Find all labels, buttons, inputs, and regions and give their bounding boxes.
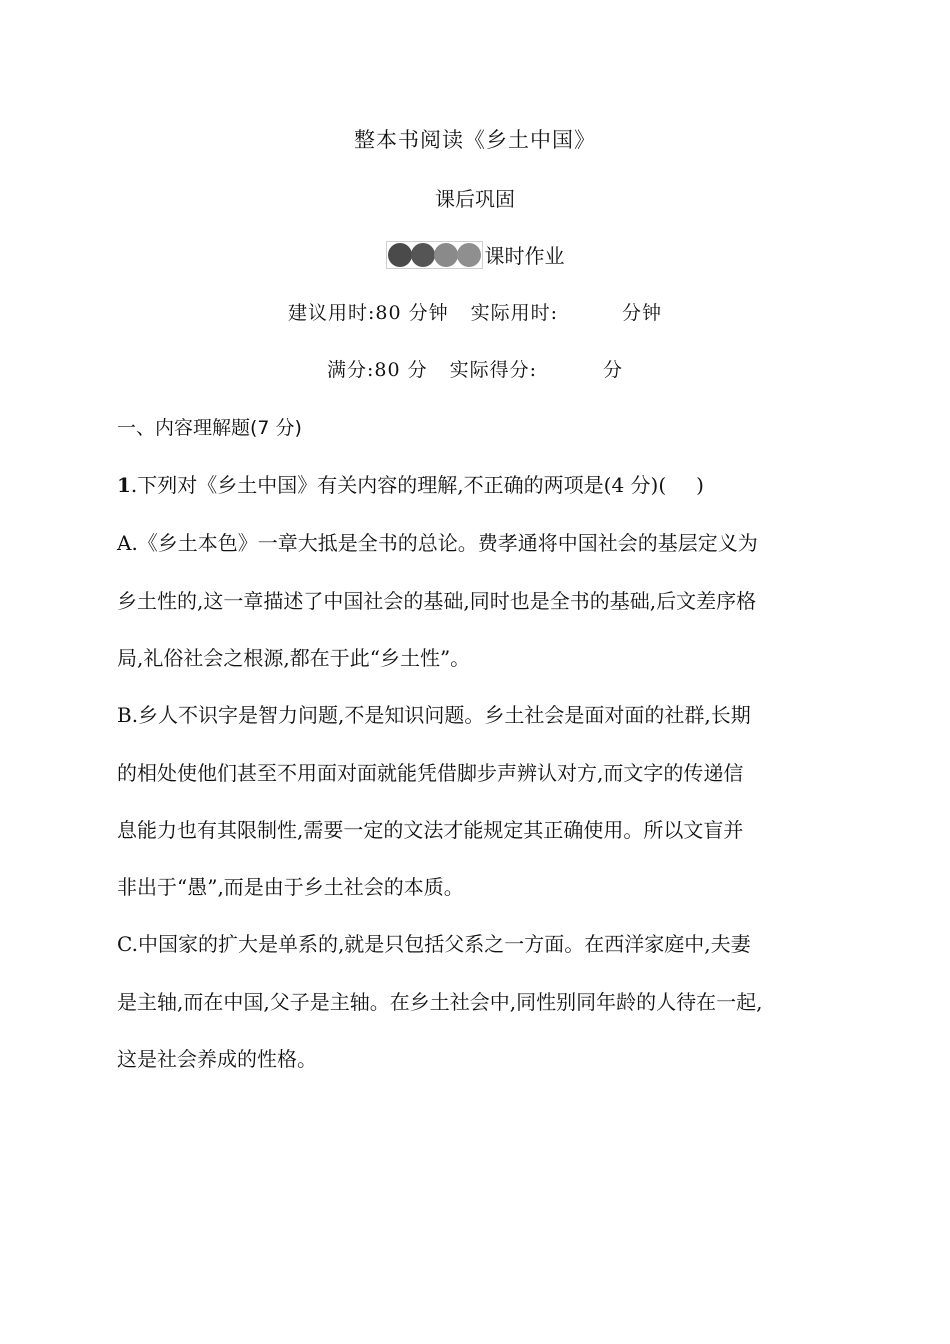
option-c-line-2: 是主轴,而在中国,父子是主轴。在乡土社会中,同性别同年龄的人待在一起,: [117, 990, 763, 1014]
dot-icon: [411, 243, 435, 267]
option-b-line-4: 非出于“愚”,而是由于乡土社会的本质。: [117, 875, 464, 899]
suggested-time: 建议用时:80 分钟: [287, 302, 449, 324]
question-stem: [117, 471, 837, 499]
option-a-line-2: 乡土性的,这一章描述了中国社会的基础,同时也是全书的基础,后文差序格: [117, 589, 757, 613]
dot-icon: [434, 243, 458, 267]
document-title: 整本书阅读《乡土中国》: [354, 128, 596, 152]
option-c-line-1: C.中国家的扩大是单系的,就是只包括父系之一方面。在西洋家庭中,夫妻: [117, 932, 751, 956]
full-score: 满分:80 分: [326, 359, 428, 381]
option-c-line-3: 这是社会养成的性格。: [117, 1047, 317, 1071]
option-a-line-1: A.《乡土本色》一章大抵是全书的总论。费孝通将中国社会的基层定义为: [117, 531, 758, 555]
decorative-dots-icon: [386, 241, 483, 269]
option-b-line-1: B.乡人不识字是智力问题,不是知识问题。乡土社会是面对面的社群,长期: [117, 703, 751, 727]
option-a-line-3: 局,礼俗社会之根源,都在于此“乡土性”。: [117, 646, 471, 670]
score-info: [0, 355, 950, 382]
document-subtitle: 课后巩固: [435, 187, 515, 211]
actual-score-label: 实际得分:: [449, 359, 537, 381]
section-heading: 一、内容理解题(7 分): [117, 417, 302, 439]
option-b-line-2: 的相处使他们甚至不用面对面就能凭借脚步声辨认对方,而文字的传递信: [117, 761, 744, 785]
homework-header: [0, 240, 950, 269]
homework-label: 课时作业: [484, 244, 565, 268]
actual-time-label: 实际用时:: [470, 302, 558, 324]
question-close-paren: ): [696, 473, 704, 497]
time-info: [0, 298, 950, 325]
dot-icon: [388, 243, 412, 267]
question-text: .下列对《乡土中国》有关内容的理解,不正确的两项是(4 分)(: [130, 473, 667, 497]
question-number: 1: [117, 473, 131, 497]
actual-score-unit: 分: [603, 359, 624, 381]
dot-icon: [457, 243, 481, 267]
actual-time-unit: 分钟: [622, 302, 663, 324]
option-b-line-3: 息能力也有其限制性,需要一定的文法才能规定其正确使用。所以文盲并: [117, 818, 744, 842]
